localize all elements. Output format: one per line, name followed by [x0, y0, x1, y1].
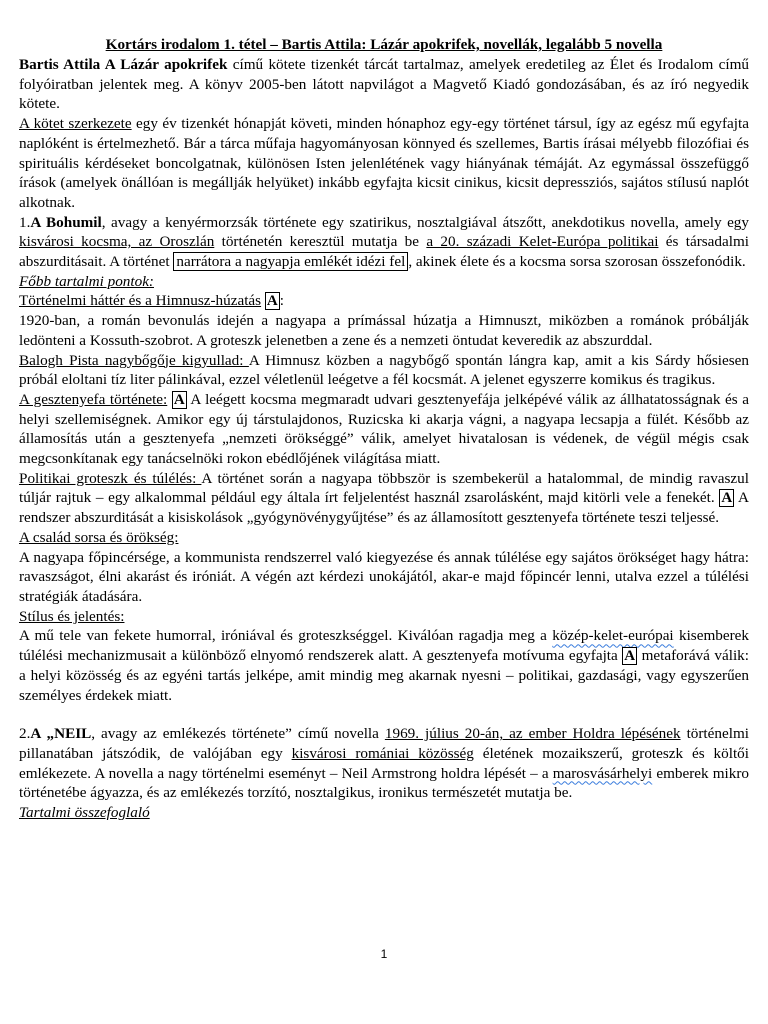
himnusz-colon: :: [279, 292, 284, 310]
summary-heading: [19, 803, 749, 823]
neil-number: 2.: [19, 725, 31, 743]
politikai-text-2: A rendszer abszurditását a kisiskolások „gyógynövénygyűjtése” és az államosított gesztenyefa története teszi teljessé.: [19, 489, 749, 527]
structure-paragraph: [19, 114, 749, 213]
bohumil-text-1: , avagy a kenyérmorzsák története egy szatirikus, nosztalgiával átszőtt, anekdotikus novella, amely egy: [101, 213, 749, 231]
himnusz-label: Történelmi háttér és a Himnusz-húzatás: [19, 292, 262, 310]
neil-text-1: , avagy az emlékezés története” című novella: [91, 725, 385, 743]
stilus-text-1: A mű tele van fekete humorral, iróniával és groteszkséggel. Kiválóan ragadja meg a: [19, 627, 553, 645]
stilus-text-3: metaforává válik: a helyi közösség és az egyéni tartás jelképe, amit mindig meg akarnak nyesni – politikai, gazdasági, vagy egyszerűen személyes érdekek miatt.: [19, 647, 749, 704]
neil-paragraph: [19, 724, 749, 803]
intro-bold: Bartis Attila A Lázár apokrifek: [19, 56, 228, 73]
neil-text-2: történelmi pillanatában játszódik, de valójában egy: [19, 725, 749, 762]
bohumil-text-4: , akinek élete és a kocsma sorsa szorosan összefonódik.: [408, 253, 746, 271]
summary-label: Tartalmi összefoglaló: [19, 804, 150, 822]
himnusz-text: 1920-ban, a román bevonulás idején a nagyapa a prímással húzatja a Himnuszt, miközben a románok próbálják ledönteni a Kossuth-szobrot. A groteszk jelenetben a zene és a nemzeti öntudat keveredik az abszurddal.: [19, 312, 749, 349]
bohumil-text-3: és társadalmi abszurditásait. A történet: [19, 233, 749, 271]
politikai-paragraph: [19, 469, 749, 528]
page-title: Kortárs irodalom 1. tétel – Bartis Attila: Lázár apokrifek, novellák, legalább 5 novella: [105, 36, 663, 53]
structure-text: egy év tizenkét hónapját követi, minden hónaphoz egy-egy történet társul, így az egész mű egyfajta naplóként is értelmezhető. Bár a tárca műfaja hagyományosan könnyed és szellemes, Bartis írásai mélyebb filozófiai és spirituális kérdéseket boncolgatnak, különösen Isten jelenlétének vagy hiányának témáját. Az egymással összefüggő írások (amelyek önállóan is megállják helyüket) inkább egyfajta kicsit cinikus, kicsit depressziós, sajátos stílusú naplót alkotnak.: [19, 115, 749, 211]
bohumil-underline-2: a 20. századi Kelet-Európa politikai: [426, 233, 659, 251]
politikai-label: Politikai groteszk és túlélés:: [19, 469, 202, 487]
gesztenye-label: A gesztenyefa története:: [19, 390, 168, 408]
page-number: 1: [380, 947, 388, 961]
csalad-text: A nagyapa főpincérsége, a kommunista rendszerrel való kiegyezése és annak túlélése egy sajátos örökséget hagy hátra: ravaszságot, élni akarást és iróniát. A végén azt kérdezi unokájától, akar-e majd főpincér lenni, utalva ezzel a túlélési stratégiák átadására.: [19, 548, 749, 605]
stilus-paragraph: [19, 626, 749, 705]
neil-name: A „NEIL: [30, 725, 92, 743]
gesztenye-paragraph: [19, 390, 749, 469]
bohumil-text-2: történetén keresztül mutatja be: [214, 233, 427, 251]
main-points-label: Főbb tartalmi pontok:: [19, 272, 154, 290]
bohumil-boxed-text: narrátora a nagyapja emlékét idézi fel: [173, 252, 408, 271]
neil-underline-1: 1969. július 20-án, az ember Holdra lépésének: [384, 725, 681, 743]
stilus-text-2: kisemberek túlélési mechanizmusait a különböző elnyomó rendszerek alatt. A gesztenyefa motívuma egyfajta: [19, 627, 749, 665]
csalad-label: A család sorsa és örökség:: [19, 528, 179, 546]
main-points-heading: [19, 272, 749, 292]
bohumil-number: 1.: [19, 213, 31, 231]
stilus-heading: [19, 607, 749, 627]
balogh-label: Balogh Pista nagybőgője kigyullad:: [19, 351, 249, 369]
neil-text-3: életének mozaikszerű, groteszk és költői emlékezete. A novella a nagy történelmi eseményt – Neil Armstrong holdra lépését – a: [19, 744, 749, 782]
balogh-paragraph: [19, 351, 749, 390]
neil-underline-3: marosvásárhelyi: [552, 764, 653, 782]
intro-paragraph: [19, 55, 749, 114]
himnusz-heading: [19, 291, 749, 311]
bohumil-paragraph: [19, 213, 749, 272]
a-marker-3: A: [721, 490, 733, 507]
neil-underline-2: kisvárosi romániai közösség: [291, 744, 474, 762]
a-marker-1: A: [266, 293, 278, 310]
stilus-spellcheck-word: közép-kelet-európai: [552, 627, 674, 645]
politikai-text-1: A történet során a nagyapa többször is szembekerül a hatalommal, de mindig ravaszul túljár rajtuk – egy alkalommal például egy általa írt feljelentést használ zsarolásként, majd kitörli vele a fenekét.: [19, 469, 749, 507]
csalad-heading: [19, 528, 749, 548]
bohumil-name: A Bohumil: [30, 213, 102, 231]
a-marker-2: A: [173, 391, 185, 408]
stilus-label: Stílus és jelentés:: [19, 607, 125, 625]
balogh-text: A Himnusz közben a nagybőgő spontán lángra kap, amit a kis Sárdy hősiesen próbál eloltani tíz liter pálinkával, ezzel véletlenül leégetve a fél kocsmát. A jelenet egyszerre komikus és tragikus.: [19, 351, 749, 389]
structure-label: A kötet szerkezete: [19, 115, 132, 133]
a-marker-4: A: [624, 648, 636, 665]
gesztenye-text: A leégett kocsma megmaradt udvari gesztenyefája jelképévé válik az állhatatosságnak és a helyi szellemiségnek. Amikor egy új társtulajdonos, Ruzicska ki akarja vágni, a nagyapa lecsapja a fülét. Később az államosítás után a gesztenyefa „nemzeti örökséggé” válik, amelyet hivatalosan is védenek, de végül mégis csak megcsonkítanak egy tanácselnöki rokon ebédlőjének világítása miatt.: [19, 390, 750, 468]
intro-text: című kötete tizenkét tárcát tartalmaz, amelyek eredetileg az Élet és Irodalom című folyóiratban jelentek meg. A könyv 2005-ben látott napvilágot a Magvető Kiadó gondozásában, és az író negyedik kötete.: [19, 56, 750, 113]
bohumil-underline-1: kisvárosi kocsma, az Oroszlán: [19, 233, 215, 251]
neil-text-4: emberek mikro történetébe ágyazza, és az emlékezés torzító, nosztalgikus, ironikus természetét mutatja be.: [19, 764, 749, 802]
